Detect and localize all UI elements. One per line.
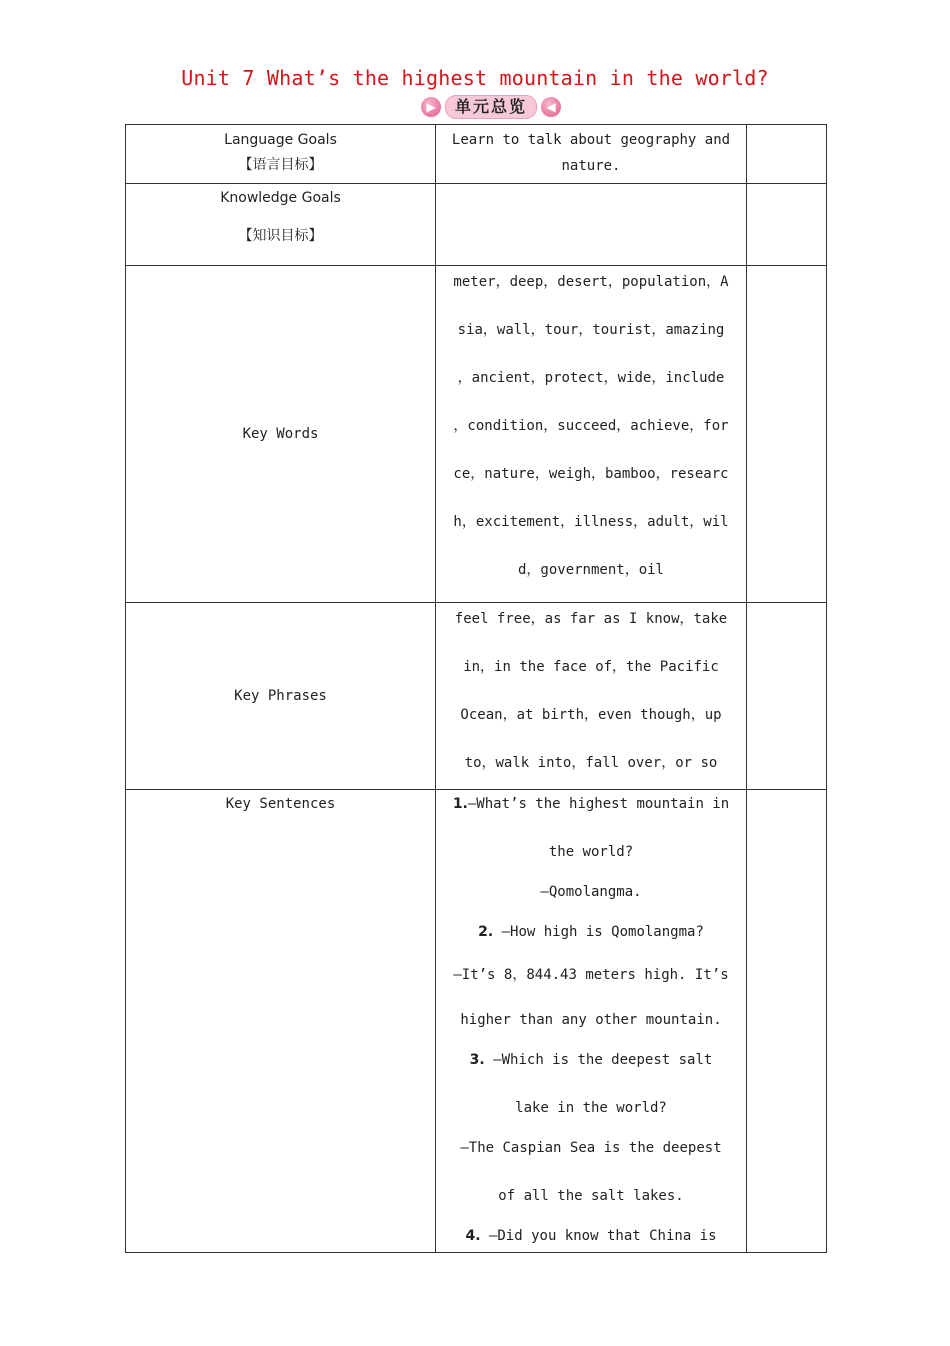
arrow-left-icon: ◀ (541, 97, 561, 117)
sentence-number: 1. (452, 796, 468, 812)
key-phrases-line: Ocean，at birth，even though，up (460, 707, 722, 723)
key-phrases-line: in，in the face of，the Pacific (463, 659, 719, 675)
language-goals-label-cell (126, 125, 436, 184)
sentence-text: the world? (548, 844, 634, 860)
row-knowledge-goals (126, 184, 827, 266)
row-key-words (126, 266, 827, 603)
language-goals-line: Learn to talk about geography and (451, 132, 731, 148)
key-words-line: sia，wall，tour，tourist，amazing (457, 322, 725, 338)
page-title: Unit 7 What’s the highest mountain in the world? (181, 66, 769, 90)
key-words-label-cell (126, 266, 436, 603)
banner-label: 单元总览 (445, 95, 537, 119)
empty-cell (747, 125, 827, 184)
language-goals-label-zh: 【语言目标】 (238, 157, 323, 173)
empty-cell (747, 603, 827, 790)
key-words-line: meter，deep，desert，population，A (453, 274, 729, 290)
sentence-number: 4. (465, 1228, 481, 1244)
sentence-2-line (436, 924, 746, 964)
key-phrases-line: feel free，as far as I know，take (454, 611, 728, 627)
row-language-goals (126, 125, 827, 184)
language-goals-content (436, 125, 747, 184)
knowledge-goals-label: Knowledge Goals (220, 190, 341, 206)
empty-cell (747, 266, 827, 603)
row-key-phrases (126, 603, 827, 790)
sentence-text: of all the salt lakes. (498, 1188, 684, 1204)
knowledge-goals-label-cell (126, 184, 436, 266)
sentence-text: —The Caspian Sea is the deepest (460, 1140, 722, 1156)
key-phrases-content (436, 603, 747, 790)
language-goals-label: Language Goals (224, 132, 337, 148)
key-words-content (436, 266, 747, 603)
key-words-line: ，ancient，protect，wide，include (457, 370, 725, 386)
unit-overview-table (125, 124, 827, 1253)
key-words-line: ce，nature，weigh，bamboo，researc (453, 466, 729, 482)
sentence-text: —Did you know that China is (488, 1228, 717, 1244)
section-banner (412, 95, 570, 119)
key-sentences-label-cell (126, 790, 436, 1253)
key-sentences-label: Key Sentences (225, 796, 336, 812)
sentence-text: higher than any other mountain. (460, 1012, 722, 1028)
sentence-text: —Qomolangma. (540, 884, 642, 900)
row-key-sentences (126, 790, 827, 1253)
key-sentences-content (436, 790, 747, 1253)
sentence-1-line (436, 796, 746, 844)
knowledge-goals-label-zh: 【知识目标】 (238, 228, 323, 244)
key-words-line: d，government，oil (517, 562, 664, 578)
sentence-number: 3. (469, 1052, 485, 1068)
empty-cell (747, 184, 827, 266)
sentence-text: —What’s the highest mountain in (467, 796, 730, 812)
key-words-line: ，condition，succeed，achieve，for (453, 418, 729, 434)
sentence-4-line (436, 1228, 746, 1252)
key-phrases-label: Key Phrases (234, 688, 327, 704)
sentence-text: —Which is the deepest salt (493, 1052, 713, 1068)
key-phrases-label-cell (126, 603, 436, 790)
sentence-number: 2. (478, 924, 494, 940)
sentence-3-line (436, 1052, 746, 1100)
sentence-text: —How high is Qomolangma? (501, 924, 704, 940)
arrow-right-icon: ▶ (421, 97, 441, 117)
sentence-text: —It’s 8，844.43 meters high. It’s (453, 967, 729, 983)
sentence-text: lake in the world? (515, 1100, 667, 1116)
key-words-label: Key Words (242, 426, 319, 442)
key-words-line: h，excitement，illness，adult，wil (453, 514, 729, 530)
key-phrases-line: to，walk into，fall over，or so (464, 755, 718, 771)
empty-cell (436, 184, 747, 266)
language-goals-line: nature. (561, 158, 621, 174)
empty-cell (747, 790, 827, 1253)
